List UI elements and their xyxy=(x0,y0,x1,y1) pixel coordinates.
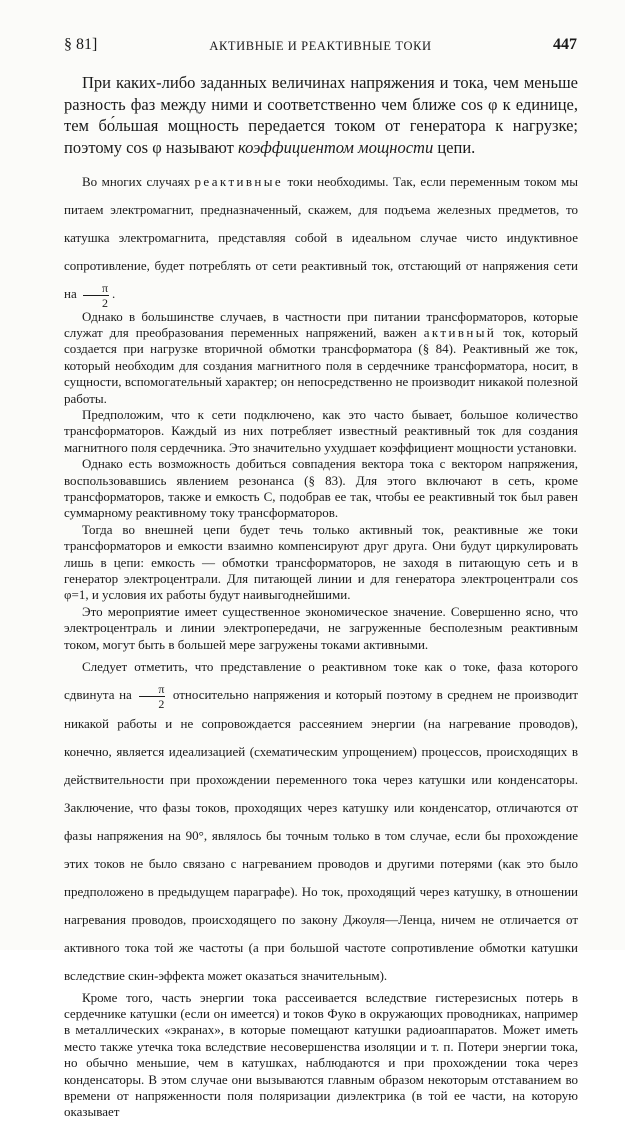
page-number: 447 xyxy=(553,36,577,53)
lead-paragraph: При каких-либо заданных величинах напряжения и тока, чем меньше разность фаз между ними и соответственно чем ближе cos φ к единице, тем бо́льшая мощность передается током от генератора к нагрузке; поэтому cos φ называют коэффициентом мощности цепи. xyxy=(64,73,578,157)
running-header xyxy=(64,36,577,60)
paragraph-idealization: Следует отметить, что представление о реактивном токе как о токе, фаза которого сдвинута на $\frac{\pi}{2}$ относительно напряжения и который поэтому в среднем не производит никакой работы и не сопровождается рассеянием энергии (на нагревание проводов), конечно, является идеализацией (схематическим упрощением) процессов, происходящих в действительности при прохождении переменного тока через катушки или конденсаторы. Заключение, что фазы токов, проходящих через катушку или конденсатор, отличаются от фазы напряжения на 90°, являлось бы точным только в том случае, если бы прохождение этих токов не было связано с нагреванием проводов и другими потерями (как это было предположено в предыдущем параграфе). Но ток, проходящий через катушку, в отношении нагревания проводов, происходящего по закону Джоуля—Ленца, ничем не отличается от активного тока той же частоты (а при большой частоте сопротивление обмотки катушки вследствие скин-эффекта может оказаться значительным). xyxy=(64,659,578,983)
paragraph-resonance: Однако есть возможность добиться совпадения вектора тока с вектором напряжения, воспользовавшись явлением резонанса (§ 83). Для этого включают в сеть, кроме трансформаторов, также и емкость C, подобрав ее так, чтобы ее реактивный ток был равен суммарному реактивному току трансформаторов. xyxy=(64,456,578,521)
running-title: АКТИВНЫЕ И РЕАКТИВНЫЕ ТОКИ xyxy=(209,39,432,53)
paragraph-reactive-needed: Во многих случаях реактивные токи необходимы. Так, если переменным током мы питаем электромагнит, предназначенный, скажем, для подъема железных предметов, то катушка электромагнита, представляя собой в идеальном случае чисто индуктивное сопротивление, будет потреблять от сети реактивный ток, отстающий от напряжения сети на $\frac{\pi}{2}$ . xyxy=(64,174,578,310)
section-number: § 81] xyxy=(64,36,98,53)
paragraph-compensation: Тогда во внешней цепи будет течь только активный ток, реактивные же токи трансформаторов и емкости взаимно компенсируют друг друга. Они будут циркулировать лишь в цепи: емкость — обмотки трансформаторов, не заходя в питающую сеть и в генератор электроцентрали. Для питающей линии и для генератора электроцентрали cos φ=1, и условия их работы будут наивыгоднейшими. xyxy=(64,521,578,603)
emphasis-term: коэффициентом мощности xyxy=(237,137,434,157)
fraction-pi-over-2: $\frac{\pi}{2}$ xyxy=(139,683,165,710)
spaced-term: реактивные xyxy=(194,174,284,189)
fraction-pi-over-2: $\frac{\pi}{2}$ xyxy=(83,282,109,309)
paragraph-many-transformers: Предположим, что к сети подключено, как это часто бывает, большое количество трансформаторов. Каждый из них потребляет известный реактивный ток для создания магнитного поля сердечника. Это значительно ухудшает коэффициент мощности установки. xyxy=(64,406,578,455)
paragraph-economic: Это мероприятие имеет существенное экономическое значение. Совершенно ясно, что электроцентраль и линии электропередачи, не загруженные бесполезным реактивным током, могут быть в большей мере загружены токами активными. xyxy=(64,603,578,652)
paragraph-losses: Кроме того, часть энергии тока рассеивается вследствие гистерезисных потерь в сердечнике катушки (если он имеется) и токов Фуко в окружающих проводниках, например в металлических «экранах», в которые помещают катушки радиоаппаратов. Может иметь место также утечка тока вследствие несовершенства изоляции и т. п. Потери энергии тока, но обычно меньшие, чем в катушках, наблюдаются и при прохождении тока через конденсаторы. В этом случае они вызываются главным образом некоторым отставанием во времени от напряженности поля поляризации диэлектрика (в той ее части, на которую оказывает xyxy=(64,989,578,1120)
spaced-term: активный xyxy=(423,324,497,340)
paragraph-transformers: Однако в большинстве случаев, в частности при питании трансформаторов, которые служат для преобразования переменных напряжений, важен активный ток, который создается при нагрузке вторичной обмотки трансформатора (§ 84). Реактивный же ток, который необходим для создания магнитного поля в сердечнике трансформатора, носит, в сущности, вспомогательный характер; он непосредственно не производит никакой полезной работы. xyxy=(64,308,578,406)
page-body xyxy=(64,72,578,1121)
